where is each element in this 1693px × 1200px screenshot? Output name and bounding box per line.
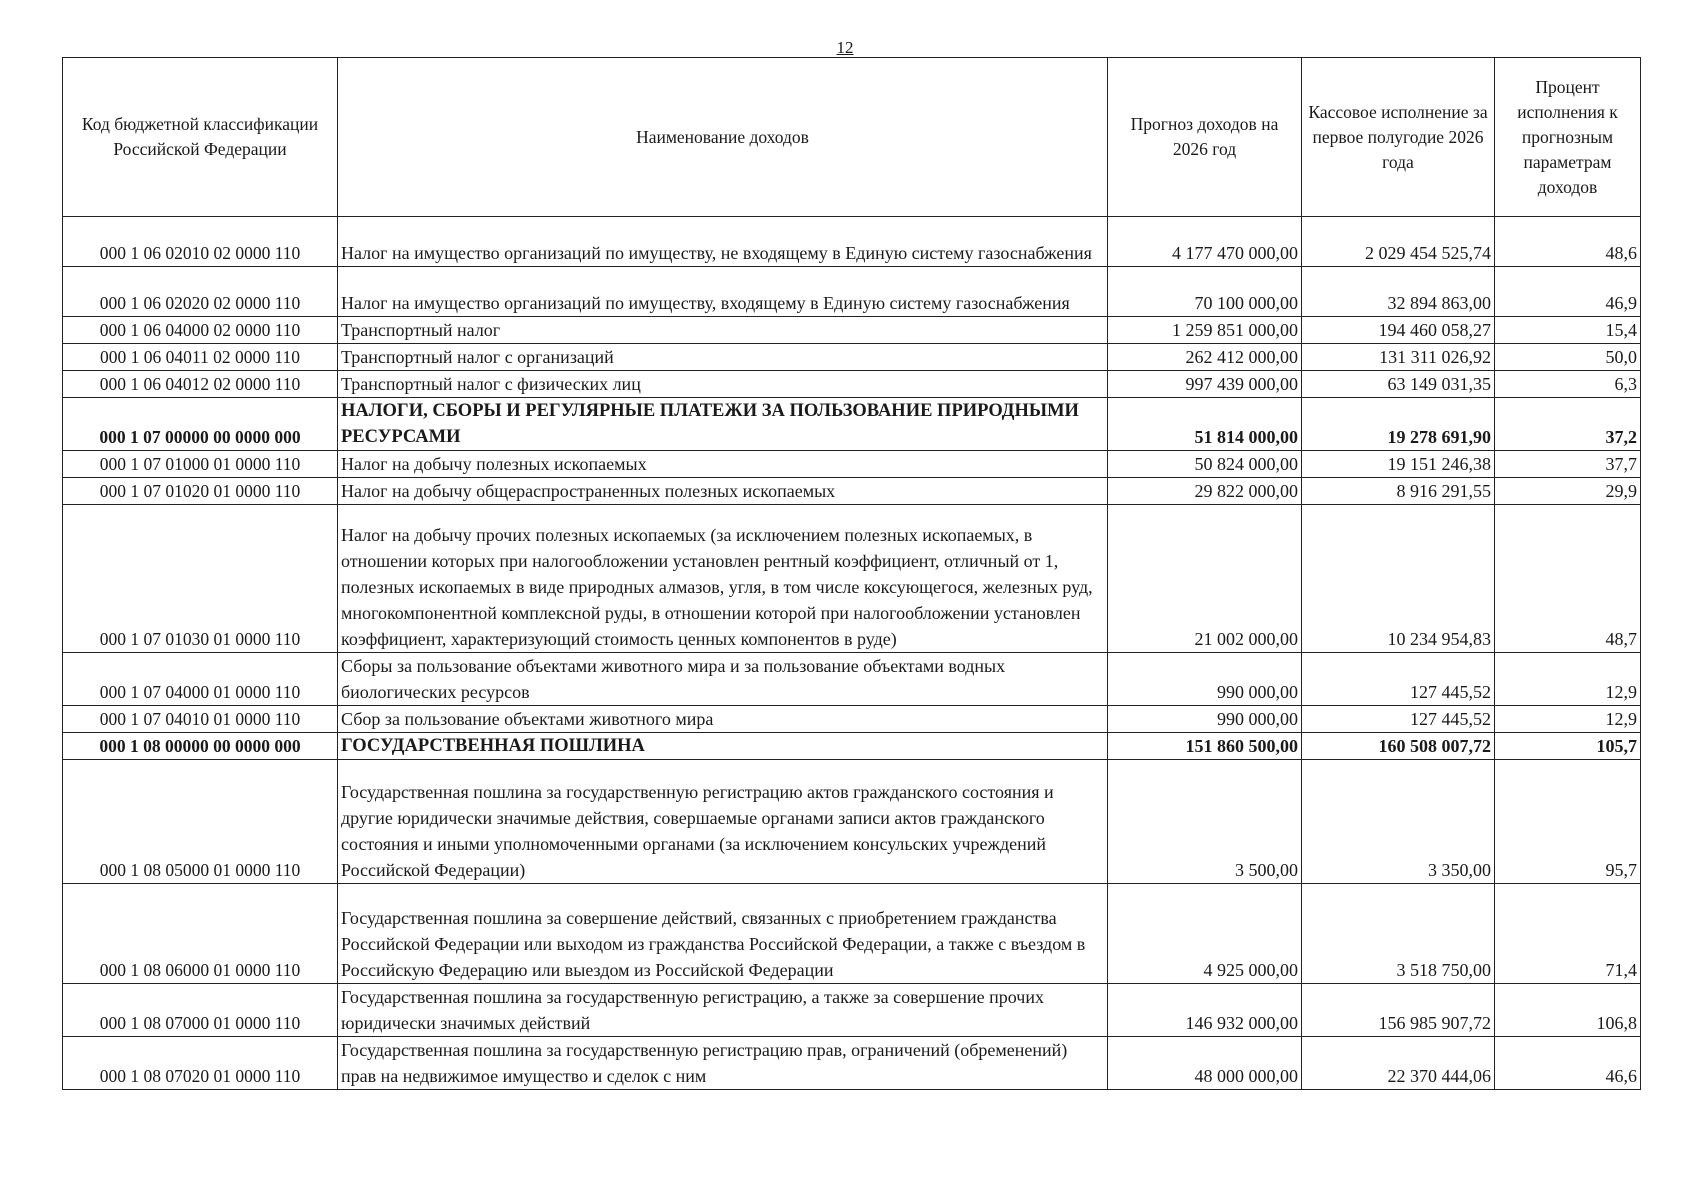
row-code: 000 1 08 06000 01 0000 110 xyxy=(63,884,338,984)
table-row xyxy=(63,706,1641,733)
table-row xyxy=(63,505,1641,653)
row-code: 000 1 06 04011 02 0000 110 xyxy=(63,344,338,371)
table-row xyxy=(63,653,1641,706)
row-forecast: 262 412 000,00 xyxy=(1108,344,1302,371)
row-forecast: 3 500,00 xyxy=(1108,760,1302,884)
table-body xyxy=(63,217,1641,1090)
row-execution: 127 445,52 xyxy=(1302,706,1495,733)
row-code: 000 1 08 05000 01 0000 110 xyxy=(63,760,338,884)
row-code: 000 1 07 01020 01 0000 110 xyxy=(63,478,338,505)
row-code: 000 1 08 07020 01 0000 110 xyxy=(63,1037,338,1090)
row-percent: 95,7 xyxy=(1495,760,1641,884)
row-code: 000 1 06 02020 02 0000 110 xyxy=(63,267,338,317)
row-execution: 3 350,00 xyxy=(1302,760,1495,884)
row-forecast: 151 860 500,00 xyxy=(1108,733,1302,760)
header-percent: Процент исполнения к прогнозным параметрам доходов xyxy=(1495,58,1641,217)
table-row xyxy=(63,733,1641,760)
row-name: Сборы за пользование объектами животного мира и за пользование объектами водных биологических ресурсов xyxy=(338,653,1108,706)
row-execution: 160 508 007,72 xyxy=(1302,733,1495,760)
row-name: Налог на имущество организаций по имуществу, входящему в Единую систему газоснабжения xyxy=(338,267,1108,317)
row-name: Сбор за пользование объектами животного мира xyxy=(338,706,1108,733)
row-name: Транспортный налог с физических лиц xyxy=(338,371,1108,398)
row-execution: 8 916 291,55 xyxy=(1302,478,1495,505)
row-name: Государственная пошлина за совершение действий, связанных с приобретением гражданства Российской Федерации или выходом из гражданства Российской Федерации, а также с въездом в Российскую Федерацию или выездом из Российской Федерации xyxy=(338,884,1108,984)
revenue-table xyxy=(62,57,1641,1090)
row-code: 000 1 07 01030 01 0000 110 xyxy=(63,505,338,653)
header-execution: Кассовое исполнение за первое полугодие 2026 года xyxy=(1302,58,1495,217)
header-name: Наименование доходов xyxy=(338,58,1108,217)
table-row xyxy=(63,371,1641,398)
row-execution: 63 149 031,35 xyxy=(1302,371,1495,398)
row-percent: 46,6 xyxy=(1495,1037,1641,1090)
row-forecast: 4 177 470 000,00 xyxy=(1108,217,1302,267)
row-execution: 127 445,52 xyxy=(1302,653,1495,706)
table-row xyxy=(63,267,1641,317)
row-execution: 32 894 863,00 xyxy=(1302,267,1495,317)
table-header-row xyxy=(63,58,1641,217)
table-row xyxy=(63,1037,1641,1090)
table-row xyxy=(63,398,1641,451)
row-percent: 12,9 xyxy=(1495,653,1641,706)
row-percent: 106,8 xyxy=(1495,984,1641,1037)
row-forecast: 50 824 000,00 xyxy=(1108,451,1302,478)
row-code: 000 1 07 04000 01 0000 110 xyxy=(63,653,338,706)
row-execution: 19 151 246,38 xyxy=(1302,451,1495,478)
row-code: 000 1 06 04000 02 0000 110 xyxy=(63,317,338,344)
row-name: Государственная пошлина за государственную регистрацию, а также за совершение прочих юридически значимых действий xyxy=(338,984,1108,1037)
row-name: Налог на добычу полезных ископаемых xyxy=(338,451,1108,478)
row-code: 000 1 07 04010 01 0000 110 xyxy=(63,706,338,733)
row-name: Государственная пошлина за государственную регистрацию прав, ограничений (обременений) прав на недвижимое имущество и сделок с ним xyxy=(338,1037,1108,1090)
row-forecast: 29 822 000,00 xyxy=(1108,478,1302,505)
row-execution: 156 985 907,72 xyxy=(1302,984,1495,1037)
header-code: Код бюджетной классификации Российской Федерации xyxy=(63,58,338,217)
row-percent: 46,9 xyxy=(1495,267,1641,317)
table-row xyxy=(63,217,1641,267)
row-forecast: 48 000 000,00 xyxy=(1108,1037,1302,1090)
row-name: НАЛОГИ, СБОРЫ И РЕГУЛЯРНЫЕ ПЛАТЕЖИ ЗА ПОЛЬЗОВАНИЕ ПРИРОДНЫМИ РЕСУРСАМИ xyxy=(338,398,1108,451)
row-code: 000 1 06 02010 02 0000 110 xyxy=(63,217,338,267)
row-forecast: 4 925 000,00 xyxy=(1108,884,1302,984)
row-execution: 22 370 444,06 xyxy=(1302,1037,1495,1090)
header-forecast: Прогноз доходов на 2026 год xyxy=(1108,58,1302,217)
row-code: 000 1 07 01000 01 0000 110 xyxy=(63,451,338,478)
page-number: 12 xyxy=(836,38,854,57)
row-name: Налог на добычу прочих полезных ископаемых (за исключением полезных ископаемых, в отношении которых при налогообложении установлен рентный коэффициент, отличный от 1, полезных ископаемых в виде природных алмазов, угля, в том числе коксующегося, железных руд, многокомпонентной комплексной руды, в отношении которой при налогообложении установлен коэффициент, характеризующий стоимость ценных компонентов в руде) xyxy=(338,505,1108,653)
row-forecast: 990 000,00 xyxy=(1108,706,1302,733)
row-name: Государственная пошлина за государственную регистрацию актов гражданского состояния и другие юридически значимые действия, совершаемые органами записи актов гражданского состояния и иными уполномоченными органами (за исключением консульских учреждений Российской Федерации) xyxy=(338,760,1108,884)
row-execution: 10 234 954,83 xyxy=(1302,505,1495,653)
table-row xyxy=(63,884,1641,984)
row-percent: 15,4 xyxy=(1495,317,1641,344)
row-code: 000 1 07 00000 00 0000 000 xyxy=(63,398,338,451)
row-name: Транспортный налог с организаций xyxy=(338,344,1108,371)
row-forecast: 51 814 000,00 xyxy=(1108,398,1302,451)
row-percent: 37,7 xyxy=(1495,451,1641,478)
row-execution: 2 029 454 525,74 xyxy=(1302,217,1495,267)
table-row xyxy=(63,478,1641,505)
row-execution: 19 278 691,90 xyxy=(1302,398,1495,451)
row-name: Налог на имущество организаций по имуществу, не входящему в Единую систему газоснабжения xyxy=(338,217,1108,267)
table-row xyxy=(63,984,1641,1037)
row-name: Налог на добычу общераспространенных полезных ископаемых xyxy=(338,478,1108,505)
row-code: 000 1 08 00000 00 0000 000 xyxy=(63,733,338,760)
row-execution: 3 518 750,00 xyxy=(1302,884,1495,984)
row-percent: 71,4 xyxy=(1495,884,1641,984)
row-execution: 194 460 058,27 xyxy=(1302,317,1495,344)
row-percent: 105,7 xyxy=(1495,733,1641,760)
row-forecast: 146 932 000,00 xyxy=(1108,984,1302,1037)
row-percent: 37,2 xyxy=(1495,398,1641,451)
row-percent: 48,7 xyxy=(1495,505,1641,653)
row-forecast: 1 259 851 000,00 xyxy=(1108,317,1302,344)
row-percent: 48,6 xyxy=(1495,217,1641,267)
row-code: 000 1 06 04012 02 0000 110 xyxy=(63,371,338,398)
table-row xyxy=(63,451,1641,478)
row-name: ГОСУДАРСТВЕННАЯ ПОШЛИНА xyxy=(338,733,1108,760)
table-row xyxy=(63,317,1641,344)
row-code: 000 1 08 07000 01 0000 110 xyxy=(63,984,338,1037)
table-row xyxy=(63,344,1641,371)
row-percent: 12,9 xyxy=(1495,706,1641,733)
row-percent: 29,9 xyxy=(1495,478,1641,505)
row-execution: 131 311 026,92 xyxy=(1302,344,1495,371)
table-row xyxy=(63,760,1641,884)
row-percent: 6,3 xyxy=(1495,371,1641,398)
row-forecast: 997 439 000,00 xyxy=(1108,371,1302,398)
row-name: Транспортный налог xyxy=(338,317,1108,344)
row-forecast: 990 000,00 xyxy=(1108,653,1302,706)
row-forecast: 21 002 000,00 xyxy=(1108,505,1302,653)
row-percent: 50,0 xyxy=(1495,344,1641,371)
row-forecast: 70 100 000,00 xyxy=(1108,267,1302,317)
